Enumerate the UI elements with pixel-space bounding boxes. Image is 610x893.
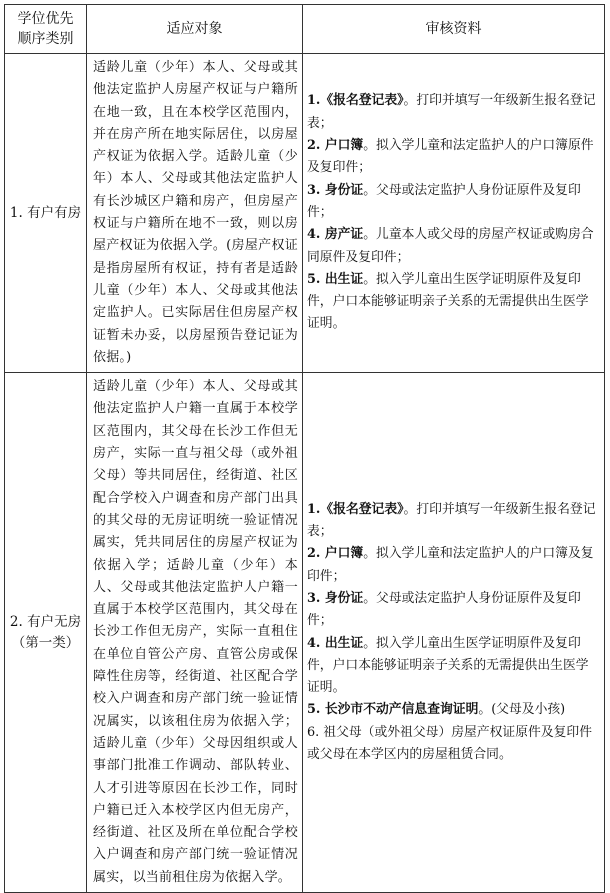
header-category-text: 学位优先顺序类别 [17, 11, 74, 47]
admission-table [4, 4, 605, 893]
material-item: 4. 房产证。儿童本人或父母的房屋产权证或购房合同原件及复印件； [307, 227, 594, 265]
materials-cell [303, 373, 605, 893]
material-item: 2. 户口簿。拟入学儿童和法定监护人的户口簿原件及复印件； [307, 138, 594, 176]
category-cell: 1. 有户有房 [5, 54, 87, 373]
material-item: 3. 身份证。父母或法定监护人身份证原件及复印件； [307, 590, 581, 629]
material-item: 4. 出生证。拟入学儿童出生医学证明原件及复印件，户口本能够证明亲子关系的无需提供出生医学证明。 [307, 635, 589, 696]
table-row [5, 373, 605, 893]
applicable-cell: 适龄儿童（少年）本人、父母或其他法定监护人户籍一直属于本校学区范围内，其父母在长沙工作但无房产，实际一直与祖父母（或外祖父母）等共同居住，经街道、社区配合学校入户调查和房产部门出具的其父母的无房证明统一验证情况属实，凭共同居住的房屋产权证为依据入学；适龄儿童（少年）本人、父母或其他法定监护人户籍一直属于本校学区范围内，其父母在长沙工作但无房产，实际一直租住在单位自管公产房、直管公房或保障性住房等，经街道、社区配合学校入户调查和房产部门统一验证情况属实，以该租住房为依据入学；适龄儿童（少年）父母因组织或人事部门批准工作调动、部队转业、人才引进等原因在长沙工作，同时户籍已迁入本校学区内但无房产，经街道、社区及所在单位配合学校入户调查和房产部门统一验证情况属实，以当前租住房为依据入学。 [87, 373, 303, 893]
material-item: 5. 出生证。拟入学儿童出生医学证明原件及复印件，户口本能够证明亲子关系的无需提供出生医学证明。 [307, 271, 589, 332]
table-row [5, 54, 605, 373]
header-row [5, 5, 605, 54]
header-materials: 审核资料 [303, 5, 605, 54]
materials-cell [303, 54, 605, 373]
material-item: 6. 祖父母（或外祖父母）房屋产权证原件及复印件或父母在本学区内的房屋租赁合同。 [307, 724, 593, 763]
header-applicable: 适应对象 [87, 5, 303, 54]
applicable-cell: 适龄儿童（少年）本人、父母或其他法定监护人房屋产权证与户籍所在地一致，且在本校学区范围内，并在房产所在地实际居住，以房屋产权证为依据入学。适龄儿童（少年）本人、父母或其他法定监护人有长沙城区户籍和房产，但房屋产权证与户籍所在地不一致，则以房屋产权证为依据入学。(房屋产权证是指房屋所有权证，持有者是适龄儿童（少年）本人、父母或其他法定监护人。已实际居住但房屋产权证暂未办妥，以房屋预告登记证为依据。) [87, 54, 303, 373]
material-item: 5. 长沙市不动产信息查询证明。(父母及小孩) [307, 702, 566, 718]
category-text: 2. 有户无房（第一类） [9, 613, 82, 651]
material-item: 1.《报名登记表》。打印并填写一年级新生报名登记表； [307, 501, 596, 540]
material-item: 1.《报名登记表》。打印并填写一年级新生报名登记表； [307, 93, 596, 131]
material-item: 2. 户口簿。拟入学儿童和法定监护人的户口簿及复印件； [307, 546, 594, 584]
material-item: 3. 身份证。父母或法定监护人身份证原件及复印件； [307, 182, 581, 220]
header-category [5, 5, 87, 54]
category-cell [5, 373, 87, 893]
